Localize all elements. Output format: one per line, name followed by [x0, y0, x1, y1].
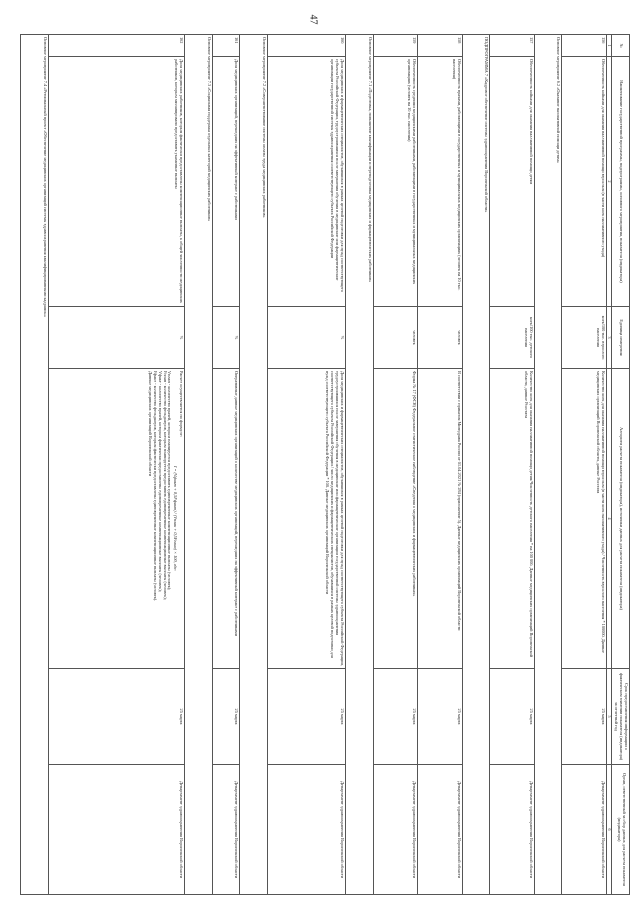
- table-row: [373, 35, 418, 895]
- row-term: 25 марта: [562, 669, 607, 765]
- row-algorithm: [48, 369, 185, 669]
- row-name: Обеспеченность средними медицинскими работниками, работающими в государственных и муниципальных медицинских организациях (человек на 10 тыс. населения): [373, 57, 418, 307]
- row-algorithm: Форма № 17 (ФСН) Федеральное статистическое наблюдение «Сведения о медицинских и фармацевтических работниках»: [373, 369, 418, 669]
- header-unit: Единица измерения: [612, 307, 630, 369]
- table-row: [418, 35, 463, 895]
- section-title: Основное мероприятие 7.3 «Социальная поддержка отдельных категорий медицинских работников»: [185, 35, 212, 895]
- col-number: 4: [606, 369, 612, 669]
- table-header-row: [612, 35, 630, 895]
- row-org: Департамент здравоохранения Воронежской области: [562, 765, 607, 895]
- row-num: 157: [490, 35, 535, 57]
- formula-term: Vплан - количество врачей, которым планируется предоставить единовременные компенсационные выплаты (человек);: [167, 371, 173, 591]
- row-term: 25 марта: [267, 669, 346, 765]
- section-row: [534, 35, 561, 895]
- row-term: 25 марта: [418, 669, 463, 765]
- row-algorithm: Количество коек для оказания паллиативной помощи детям/Численность детского населения * на 100 000. Данные медицинских организаций Воронежской области, данные Росстата: [490, 369, 535, 669]
- row-org: Департамент здравоохранения Воронежской области: [418, 765, 463, 895]
- row-num: 156: [562, 35, 607, 57]
- col-number: 6: [606, 765, 612, 895]
- section-row: [346, 35, 373, 895]
- row-name: Обеспеченность койками для оказания паллиативной помощи детям: [490, 57, 535, 307]
- header-name: Наименование государственной программы, подпрограммы, основного мероприятия, показателя (индикатора): [612, 57, 630, 307]
- section-title: Основное мероприятие 7.1 «Подготовка, повышение квалификации и переподготовка медицинских и фармацевтических работников»: [346, 35, 373, 895]
- row-unit: %: [212, 307, 239, 369]
- indicator-table: [20, 34, 630, 895]
- section-row: [462, 35, 489, 895]
- data-source-note: Данные медицинских организаций Воронежской области: [147, 371, 153, 476]
- row-term: 25 марта: [490, 669, 535, 765]
- page-number: 47: [307, 14, 319, 25]
- row-num: 159: [373, 35, 418, 57]
- row-algorithm: Доля медицинских и фармацевтических специалистов, обучавшихся в рамках целевой подготовки для нужд соответствующего субъекта Российской Федерации, трудоустроившихся после завершения обучения в медицинские или фармацевтические организации государственной системы здравоохранения соответствующего субъекта Российской Федерации / число медицинских и фармацевтических специалистов, обучавшихся в рамках целевой подготовки для нужд соответствующего субъекта Российской Федерации * 100. Данные медицинских организаций Воронежской области: [267, 369, 346, 669]
- col-number: 2: [606, 57, 612, 307]
- row-org: Департамент здравоохранения Воронежской области: [267, 765, 346, 895]
- indicator-table-container: [20, 34, 630, 894]
- section-title: Основное мероприятие 7.4 «Региональный проект «Обеспечение медицинских организаций системы здравоохранения квалифицированными кадрами»»: [21, 35, 49, 895]
- table-row: [267, 35, 346, 895]
- row-unit: человек: [418, 307, 463, 369]
- formula-term: Fплан - количество фельдшеров, которым планируется предоставить единовременные компенсационные выплаты (человек);: [162, 371, 168, 600]
- row-name: Обеспеченность врачами, работающими в государственных и муниципальных медицинских организациях (человек на 10 тыс. населения): [418, 57, 463, 307]
- row-org: Департамент здравоохранения Воронежской области: [490, 765, 535, 895]
- row-num: 158: [418, 35, 463, 57]
- formula-term: Vфакт - количество врачей, которым фактически предоставлены единовременные компенсационные выплаты (человек);: [157, 371, 163, 592]
- table-row: [490, 35, 535, 895]
- row-num: 160: [267, 35, 346, 57]
- row-name: Обеспеченность койками для оказания паллиативной помощи взрослым (в части коек паллиативного ухода): [562, 57, 607, 307]
- row-algorithm: Количество коек для оказания паллиативной помощи взрослым (в части коек паллиативного ухода) / Численность взрослого населения * 100000. Данные медицинских организаций Воронежской области, данные Росстата: [562, 369, 607, 669]
- formula: I = (Vфакт + 0,5Fфакт) / (Vплан + 0,5Fплан) × 100, где:: [173, 466, 179, 571]
- row-unit: %: [48, 307, 185, 369]
- section-title: ПОДПРОГРАММА 7 «Кадровое обеспечение системы здравоохранения Воронежской области»: [462, 35, 489, 895]
- row-name: Доля медицинских работников, которым фактически предоставлены компенсационные выплаты, к общей численности медицинских работников, которым запланировано предоставить указанные выплаты: [48, 57, 185, 307]
- row-name: Доля медицинских организаций, перешедших на эффективный контракт с работниками: [212, 57, 239, 307]
- table-row: [48, 35, 185, 895]
- formula-intro: Расчет осуществляется по формуле:: [179, 371, 185, 437]
- row-org: Департамент здравоохранения Воронежской области: [373, 765, 418, 895]
- section-title: Основное мероприятие 7.2 «Совершенствование системы оплаты труда медицинских работников»: [240, 35, 267, 895]
- row-unit: коек/100 тыс. детского населения: [490, 307, 535, 369]
- header-algorithm: Алгоритм расчета показателя (индикатора), источники данных для расчета показателя (индикатора): [612, 369, 630, 669]
- row-unit: %: [267, 307, 346, 369]
- row-algorithm: В соответствии с приказом Минздрава России от 01.04.2021 № 284 (приложение 5). Данные медицинских организаций Воронежской области: [418, 369, 463, 669]
- row-term: 25 марта: [48, 669, 185, 765]
- row-org: Департамент здравоохранения Воронежской области: [212, 765, 239, 895]
- row-num: 161: [212, 35, 239, 57]
- row-num: 162: [48, 35, 185, 57]
- col-number: 3: [606, 307, 612, 369]
- col-number: 5: [606, 669, 612, 765]
- row-term: 25 марта: [373, 669, 418, 765]
- header-num: №: [612, 35, 630, 57]
- table-row: [562, 35, 607, 895]
- column-number-row: [606, 35, 612, 895]
- row-unit: коек/100 тыс. взрослого населения: [562, 307, 607, 369]
- row-algorithm: Оперативные данные медицинских организаций о количестве медицинских организаций, перешедших на эффективный контракт с работниками: [212, 369, 239, 669]
- row-unit: человек: [373, 307, 418, 369]
- row-term: 25 марта: [212, 669, 239, 765]
- header-term: Срок предоставления информации о фактическом значении показателя (индикатора) за отчетный год: [612, 669, 630, 765]
- col-number: 1: [606, 35, 612, 57]
- row-name: Доля медицинских и фармацевтических специалистов, обучавшихся в рамках целевой подготовки для нужд соответствующего субъекта Российской Федерации, трудоустроившихся после завершения обучения в медицинские или фармацевтические организации государственной системы здравоохранения соответствующего субъекта Российской Федерации: [267, 57, 346, 307]
- section-title: Основное мероприятие 6.2 «Оказание паллиативной помощи детям»: [534, 35, 561, 895]
- table-row: [212, 35, 239, 895]
- section-row: [185, 35, 212, 895]
- formula-term: Fфакт - количество фельдшеров, которым фактически предоставлены единовременные компенсационные выплаты (человек).: [152, 371, 158, 602]
- section-row: [21, 35, 49, 895]
- row-org: Департамент здравоохранения Воронежской области: [48, 765, 185, 895]
- section-row: [240, 35, 267, 895]
- header-org: Орган, ответственный за сбор данных для расчета показателя (индикатора): [612, 765, 630, 895]
